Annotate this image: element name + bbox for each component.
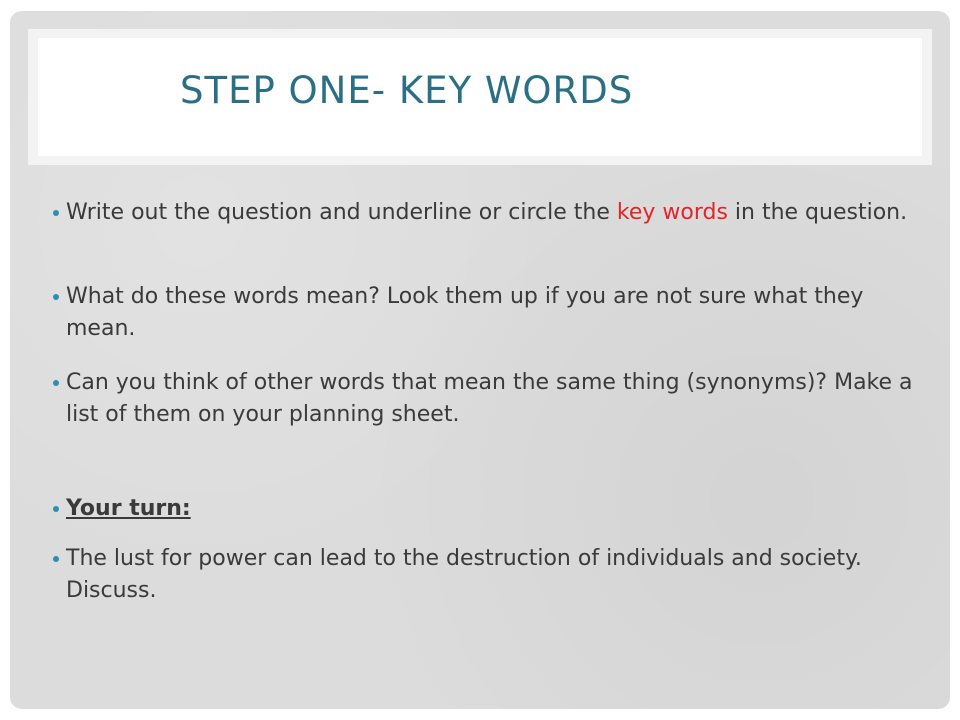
bullet-text-after: in the question. [727, 200, 908, 225]
bullet-dot-icon [53, 556, 59, 562]
slide [10, 11, 950, 709]
bullet-text: What do these words mean? Look them up if you are not sure what they mean. [66, 284, 864, 341]
bullet-item-key-words [66, 197, 936, 229]
slide-title: STEP ONE- KEY WORDS [180, 69, 634, 112]
bullet-item-your-turn [66, 493, 936, 525]
key-words-highlight: key words [616, 200, 728, 225]
bullet-text: The lust for power can lead to the destruction of individuals and society. Discuss. [66, 546, 862, 603]
bullet-dot-icon [53, 380, 59, 386]
bullet-item-synonyms [66, 367, 936, 431]
bullet-list [10, 11, 950, 709]
bullet-dot-icon [53, 294, 59, 300]
bullet-item-meaning [66, 281, 936, 345]
bullet-dot-icon [53, 210, 59, 216]
your-turn-label: Your turn: [66, 496, 191, 521]
bullet-dot-icon [53, 506, 59, 512]
bullet-text: Can you think of other words that mean the same thing (synonyms)? Make a list of them on your planning sheet. [66, 370, 913, 427]
bullet-item-discuss [66, 543, 936, 607]
bullet-text-before: Write out the question and underline or circle the [66, 200, 617, 225]
